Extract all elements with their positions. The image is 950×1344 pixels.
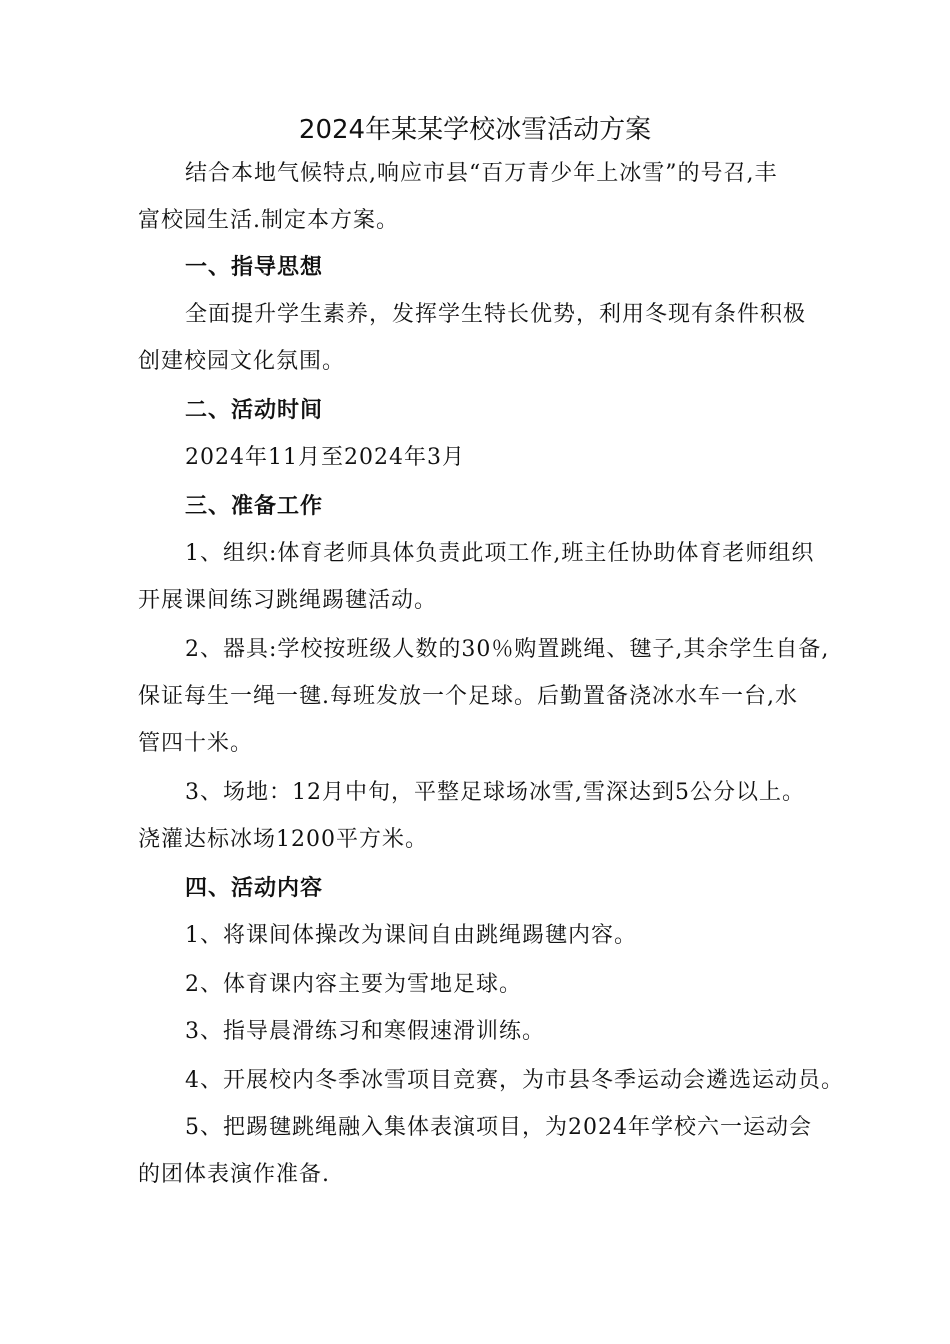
content-item-4: 4、开展校内冬季冰雪项目竞赛，为市县冬季运动会遴选运动员。 bbox=[185, 1068, 844, 1093]
intro-line-2: 富校园生活.制定本方案。 bbox=[138, 208, 399, 233]
section-heading-preparation: 三、准备工作 bbox=[185, 494, 324, 519]
section1-line-2: 创建校园文化氛围。 bbox=[138, 349, 346, 374]
prep-item-3-line-2: 浇灌达标冰场1200平方米。 bbox=[138, 827, 428, 852]
content-item-3: 3、指导晨滑练习和寒假速滑训练。 bbox=[185, 1019, 545, 1044]
prep-item-2-line-2: 保证每生一绳一毽.每班发放一个足球。后勤置备浇冰水车一台,水 bbox=[138, 684, 798, 709]
prep-item-2-line-1: 2、器具:学校按班级人数的30％购置跳绳、毽子,其余学生自备, bbox=[185, 637, 830, 662]
content-item-5-line-2: 的团体表演作准备. bbox=[138, 1162, 330, 1187]
prep-item-1-line-1: 1、组织:体育老师具体负责此项工作,班主任协助体育老师组织 bbox=[185, 541, 815, 566]
section-heading-activity-time: 二、活动时间 bbox=[185, 398, 324, 423]
document-title: 2024年某某学校冰雪活动方案 bbox=[298, 115, 652, 145]
content-item-5-line-1: 5、把踢毽跳绳融入集体表演项目，为2024年学校六一运动会 bbox=[185, 1115, 812, 1140]
section1-line-1: 全面提升学生素养，发挥学生特长优势，利用冬现有条件积极 bbox=[185, 302, 807, 327]
content-item-1: 1、将课间体操改为课间自由跳绳踢毽内容。 bbox=[185, 923, 637, 948]
section-heading-guiding-thought: 一、指导思想 bbox=[185, 255, 324, 280]
prep-item-2-line-3: 管四十米。 bbox=[138, 731, 254, 756]
prep-item-3-line-1: 3、场地：12月中旬，平整足球场冰雪,雪深达到5公分以上。 bbox=[185, 780, 805, 805]
intro-line-1: 结合本地气候特点,响应市县“百万青少年上冰雪”的号召,丰 bbox=[185, 161, 778, 186]
content-item-2: 2、体育课内容主要为雪地足球。 bbox=[185, 972, 522, 997]
section2-line-1: 2024年11月至2024年3月 bbox=[185, 445, 465, 470]
section-heading-activity-content: 四、活动内容 bbox=[185, 876, 324, 901]
prep-item-1-line-2: 开展课间练习跳绳踢毽活动。 bbox=[138, 588, 438, 613]
